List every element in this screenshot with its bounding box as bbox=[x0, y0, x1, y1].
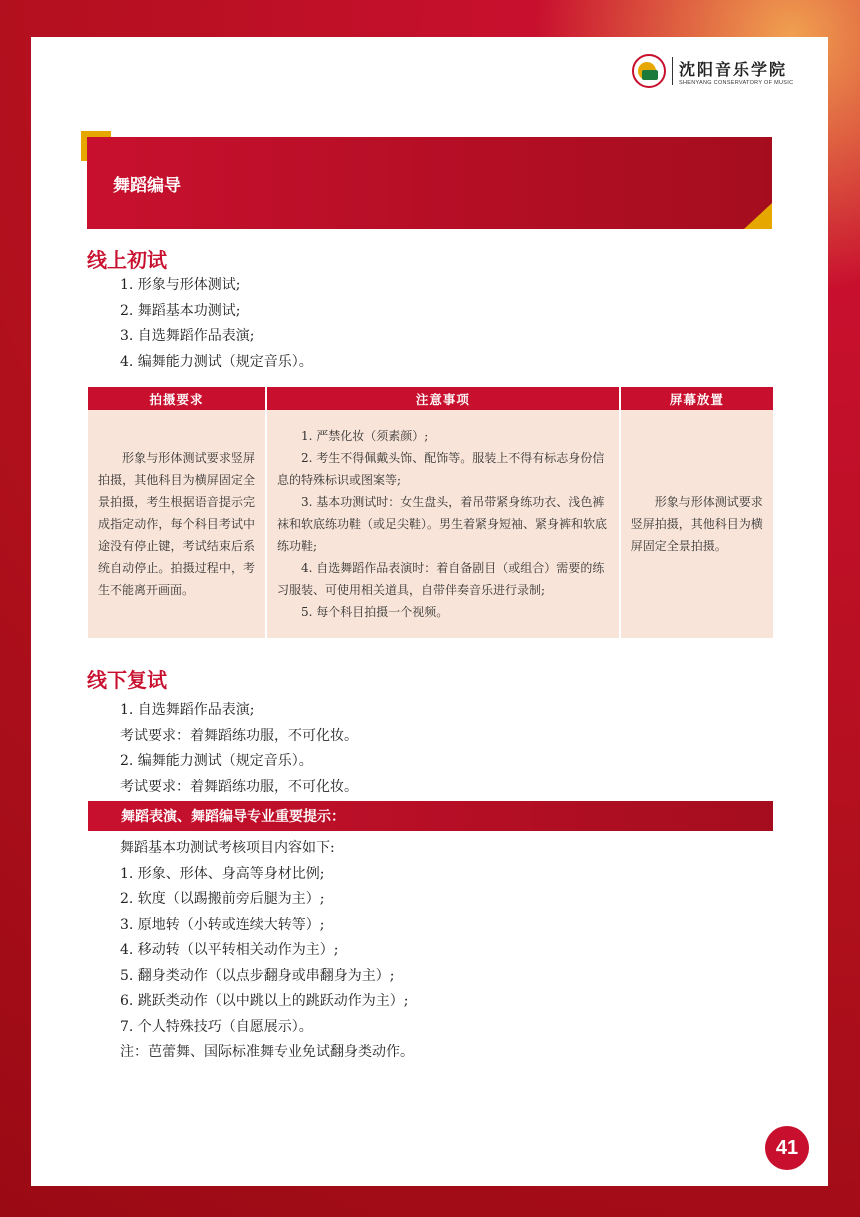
list-item: 3. 自选舞蹈作品表演; bbox=[120, 328, 255, 344]
school-logo bbox=[632, 54, 793, 88]
list-item: 6. 跳跃类动作（以中跳以上的跳跃动作为主）; bbox=[120, 993, 409, 1009]
list-item: 考试要求：着舞蹈练功服，不可化妆。 bbox=[120, 778, 358, 795]
list-item: 3. 原地转（小转或连续大转等）; bbox=[120, 916, 325, 933]
list-item: 舞蹈基本功测试考核项目内容如下: bbox=[120, 840, 335, 856]
cell-screen-orientation: 形象与形体测试要求竖屏拍摄，其他科目为横屏固定全景拍摄。 bbox=[620, 410, 773, 638]
tip-title: 舞蹈表演、舞蹈编导专业重要提示： bbox=[121, 809, 345, 825]
banner-corner-decoration bbox=[81, 131, 111, 161]
logo-name-en: SHENYANG CONSERVATORY OF MUSIC bbox=[679, 79, 794, 86]
note-item: 1. 严禁化妆（须素颜）; bbox=[301, 429, 429, 443]
list-item: 考试要求：着舞蹈练功服，不可化妆。 bbox=[120, 727, 358, 744]
section-title: 舞蹈编导 bbox=[113, 176, 181, 196]
logo-divider bbox=[672, 57, 673, 85]
logo-name-cn: 沈阳音乐学院 bbox=[679, 59, 788, 79]
table-row bbox=[88, 410, 773, 638]
note-item: 5. 每个科目拍摄一个视频。 bbox=[301, 605, 449, 619]
header-screen-orientation: 屏幕放置 bbox=[620, 387, 773, 410]
school-emblem-icon bbox=[632, 54, 666, 88]
cell-notes bbox=[266, 410, 620, 638]
header-notes: 注意事项 bbox=[266, 387, 620, 410]
cell-shooting-requirements: 形象与形体测试要求竖屏拍摄，其他科目为横屏固定全景拍摄，考生根据语音提示完成指定动作，每个科目考试中途没有停止键，考试结束后系统自动停止。拍摄过程中，考生不能离开画面。 bbox=[88, 410, 266, 638]
online-list bbox=[120, 273, 313, 375]
list-item: 1. 形象与形体测试; bbox=[120, 277, 241, 293]
page-number: 41 bbox=[765, 1126, 809, 1170]
list-item: 1. 形象、形体、身高等身材比例; bbox=[120, 865, 325, 882]
note-item: 3. 基本功测试时：女生盘头，着吊带紧身练功衣、浅色裤袜和软底练功鞋（或足尖鞋）。男生着紧身短袖、紧身裤和软底练功鞋; bbox=[277, 495, 608, 553]
requirements-table bbox=[88, 387, 773, 638]
list-item: 注：芭蕾舞、国际标准舞专业免试翻身类动作。 bbox=[120, 1044, 414, 1060]
list-item: 1. 自选舞蹈作品表演; bbox=[120, 702, 255, 718]
tips-list bbox=[120, 836, 414, 1066]
note-item: 2. 考生不得佩戴头饰、配饰等。服装上不得有标志身份信息的特殊标识或图案等; bbox=[277, 451, 605, 487]
list-item: 2. 舞蹈基本功测试; bbox=[120, 302, 241, 319]
logo-text bbox=[679, 57, 793, 86]
header-shooting-requirements: 拍摄要求 bbox=[88, 387, 266, 410]
online-heading: 线上初试 bbox=[87, 248, 167, 272]
offline-heading: 线下复试 bbox=[87, 668, 167, 692]
offline-list bbox=[120, 698, 358, 800]
note-item: 4. 自选舞蹈作品表演时：着自备剧目（或组合）需要的练习服装、可使用相关道具，自带伴奏音乐进行录制; bbox=[277, 561, 605, 597]
list-item: 4. 编舞能力测试（规定音乐）。 bbox=[120, 353, 313, 370]
list-item: 7. 个人特殊技巧（自愿展示）。 bbox=[120, 1018, 313, 1035]
list-item: 5. 翻身类动作（以点步翻身或串翻身为主）; bbox=[120, 967, 395, 984]
section-banner bbox=[87, 137, 772, 229]
banner-corner-decoration bbox=[744, 203, 772, 229]
list-item: 2. 软度（以踢搬前旁后腿为主）; bbox=[120, 891, 325, 907]
list-item: 2. 编舞能力测试（规定音乐）。 bbox=[120, 753, 313, 769]
table-header-row bbox=[88, 387, 773, 410]
list-item: 4. 移动转（以平转相关动作为主）; bbox=[120, 942, 339, 958]
